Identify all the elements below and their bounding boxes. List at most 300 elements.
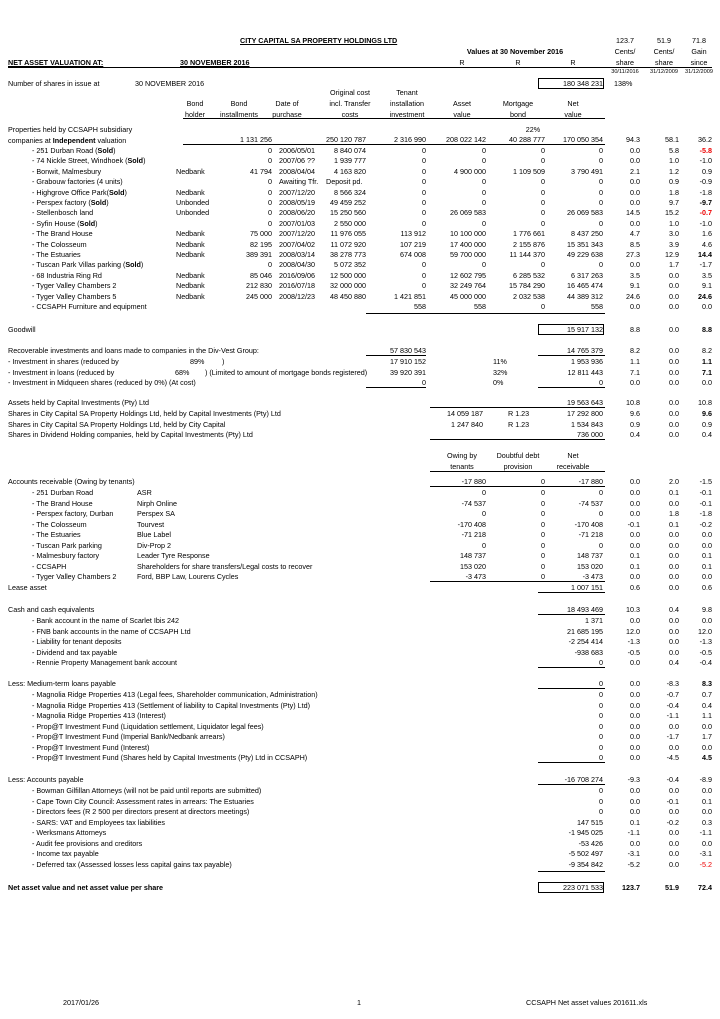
asset-value: 558 — [474, 302, 486, 311]
name-part: - 74 Nickle Street, Windhoek ( — [32, 156, 128, 166]
per-share-current: 0.1 — [630, 817, 640, 827]
per-share-2009: 0.0 — [669, 786, 679, 795]
property-col-header: investment — [389, 110, 425, 119]
per-share-2009: -0.4 — [666, 700, 679, 710]
per-share-2009: 1.0 — [669, 218, 679, 228]
per-share-current: -1.1 — [627, 828, 640, 837]
per-share-2009: 2.0 — [669, 477, 679, 486]
per-share-2009: 0.1 — [669, 519, 679, 529]
name-part: ) — [124, 187, 127, 197]
recoverable-close: ) — [222, 357, 225, 366]
tenant-investment: 0 — [422, 198, 426, 207]
property-col-header: incl. Transfer — [329, 99, 371, 108]
property-col-header: Asset — [453, 99, 471, 108]
property-col-header: Bond — [186, 99, 204, 108]
name-part: - Tyger Valley Chambers 2 — [32, 281, 117, 291]
per-share-gain: 0.0 — [702, 616, 712, 625]
cash-net: -2 254 414 — [568, 637, 603, 646]
per-share-2009: 0.0 — [669, 561, 679, 571]
per-share-gain: -0.7 — [699, 208, 712, 218]
per-share-2009: 0.0 — [669, 325, 679, 334]
property-name — [32, 282, 116, 289]
purchase-date: 2008/03/14 — [279, 250, 315, 259]
payable-net: 0 — [599, 786, 603, 795]
original-cost: 11 072 920 — [330, 239, 366, 249]
label-part: valuation — [95, 136, 127, 145]
original-cost: 49 459 252 — [330, 198, 366, 207]
assets-held-net: 736 000 — [577, 430, 603, 439]
receivable-tenant: Ford, BBP Law, Lourens Cycles — [137, 572, 239, 581]
receivable-tenant: Tourvest — [137, 519, 165, 529]
purchase-date: 2008/05/19 — [279, 198, 315, 207]
receivable-value: -74 537 — [461, 498, 486, 508]
per-share-gain: -1.8 — [699, 187, 712, 197]
purchase-date: 2016/07/18 — [279, 281, 315, 291]
payable-net: -1 945 025 — [568, 828, 603, 837]
rule-line — [538, 592, 605, 593]
per-share-current: 2.1 — [630, 166, 640, 176]
per-share-current: -1.3 — [627, 637, 640, 646]
share-price: R 1.23 — [508, 409, 530, 418]
per-share-gain: -0.1 — [699, 498, 712, 508]
cash-net: 18 493 469 — [567, 605, 603, 614]
property-name — [32, 220, 98, 227]
per-share-header: since — [690, 58, 708, 67]
receivables-label: Accounts receivable (Owing by tenants) — [8, 477, 135, 486]
property-name — [32, 147, 116, 154]
asset-value: 0 — [482, 156, 486, 166]
per-share-current: 0.1 — [630, 551, 640, 560]
per-share-gain: 0.0 — [702, 721, 712, 731]
per-share-gain: -5.8 — [699, 146, 712, 155]
purchase-date: 2008/06/20 — [279, 208, 315, 218]
per-share-current: 0.0 — [630, 530, 640, 539]
recoverable-item: - Investment in Midqueen shares (reduced by 0%) (At cost) — [8, 378, 196, 387]
purchase-date: 2016/09/06 — [279, 270, 315, 280]
per-share-2009: 0.0 — [669, 721, 679, 731]
recoverable-col: 39 920 391 — [390, 367, 426, 377]
per-share-gain: 24.6 — [698, 291, 712, 301]
per-share-gain: 8.3 — [702, 679, 712, 688]
total-net: 223 071 533 — [563, 883, 603, 892]
property-name — [32, 261, 143, 268]
name-part: ) — [95, 218, 98, 228]
footer-page: 1 — [357, 998, 361, 1007]
assets-held-net: 17 292 800 — [567, 409, 603, 418]
per-share-gain: 8.2 — [702, 346, 712, 355]
tenant-investment: 0 — [422, 208, 426, 218]
name-part: ) — [140, 260, 144, 270]
per-share-header: share — [655, 58, 673, 67]
per-share-2009: -8.3 — [666, 679, 679, 688]
per-share-gain: -0.2 — [699, 519, 712, 529]
per-share-gain: -1.0 — [699, 218, 712, 228]
per-share-gain: 0.4 — [702, 700, 712, 710]
per-share-current: -0.5 — [627, 647, 640, 657]
original-cost: 48 450 880 — [330, 291, 366, 301]
per-share-current: 0.0 — [630, 146, 640, 155]
original-cost: 15 250 560 — [330, 208, 366, 218]
receivable-tenant: Perspex SA — [137, 509, 175, 518]
receivable-col-header: Owing by — [447, 451, 477, 460]
asset-value: 4 900 000 — [454, 166, 486, 176]
bond-holder: Unbonded — [176, 208, 210, 218]
per-share-gain: 0.1 — [702, 551, 712, 560]
bond-installments: 212 830 — [246, 281, 272, 291]
per-share-current: 4.7 — [630, 229, 640, 239]
per-share-current: 0.0 — [630, 616, 640, 625]
name-part: - 251 Durban Road ( — [32, 146, 98, 155]
property-name — [32, 157, 145, 164]
per-share-date: 30/11/2016 — [611, 69, 639, 75]
per-share-current: 0.0 — [630, 572, 640, 581]
per-share-2009: 0.0 — [669, 367, 679, 377]
asset-value: 10 100 000 — [450, 229, 486, 239]
per-share-gain: 1.6 — [702, 229, 712, 239]
asset-value: 0 — [482, 177, 486, 187]
receivable-value: 0 — [541, 540, 545, 550]
payable-item: - Werksmans Attorneys — [32, 828, 107, 837]
name-part: - Perspex factory ( — [32, 198, 91, 207]
rule-line — [430, 407, 605, 408]
per-share-current: 0.0 — [630, 540, 640, 550]
per-share-current: 0.0 — [630, 498, 640, 508]
per-share-2009: 1.8 — [669, 509, 679, 518]
mortgage-bond: 0 — [541, 218, 545, 228]
per-share-2009: 0.0 — [669, 398, 679, 407]
property-name — [32, 241, 87, 248]
name-part: Sold — [127, 156, 144, 166]
per-share-current: 0.0 — [630, 658, 640, 667]
recoverable-net: 1 953 936 — [571, 357, 603, 366]
cash-net: 1 371 — [585, 616, 603, 625]
shares-pct: 138% — [614, 79, 633, 88]
per-share-gain: 9.8 — [702, 605, 712, 614]
per-share-header: Cents/ — [614, 47, 636, 56]
name-part: - CCSAPH Furniture and equipment — [32, 302, 147, 311]
net-value: 0 — [599, 218, 603, 228]
receivable-value: 0 — [541, 498, 545, 508]
purchase-date: 2008/04/04 — [279, 166, 315, 176]
per-share-current: 0.0 — [630, 156, 640, 166]
rule-line — [366, 313, 605, 314]
name-part: Sold — [108, 187, 125, 197]
bond-installments: 0 — [268, 260, 272, 270]
per-share-current: 0.0 — [630, 187, 640, 197]
lease-net: 1 007 151 — [571, 583, 603, 592]
property-col-header: installation — [390, 99, 424, 108]
properties-label-2 — [8, 137, 126, 144]
original-cost: 8 840 074 — [334, 146, 366, 155]
share-qty: 14 059 187 — [447, 409, 483, 418]
name-part: - The Colosseum — [32, 239, 87, 249]
bond-installments: 0 — [268, 177, 272, 187]
net-value: 558 — [591, 302, 603, 311]
payable-item: - Cape Town City Council: Assessment rates in arrears: The Estuaries — [32, 796, 254, 806]
asset-value: 32 249 764 — [450, 281, 486, 291]
name-part: - Grabouw factories (4 units) — [32, 177, 123, 187]
receivable-value: 0 — [599, 509, 603, 518]
rule-line — [538, 688, 605, 689]
currency-col-3: R — [570, 58, 576, 67]
recoverable-close: ) (Limited to amount of mortgage bonds registered) — [205, 367, 368, 377]
bond-holder: Nedbank — [176, 166, 205, 176]
per-share-2009: 0.1 — [669, 488, 679, 497]
name-part: - Bonwit, Malmesbury — [32, 166, 102, 176]
loan-item: - Magnolia Ridge Properties 413 (Interest) — [32, 711, 166, 720]
cash-net: 21 685 195 — [567, 626, 603, 636]
asset-value: 0 — [482, 218, 486, 228]
receivable-value: 0 — [541, 551, 545, 560]
per-share-current: 8.8 — [630, 325, 640, 334]
per-share-gain: 0.0 — [702, 572, 712, 581]
per-share-header: Cents/ — [653, 47, 675, 56]
receivable-value: 0 — [541, 488, 545, 497]
per-share-header: share — [616, 58, 634, 67]
loan-net: 0 — [599, 721, 603, 731]
per-share-2009: 0.0 — [669, 572, 679, 581]
per-share-2009: 0.0 — [669, 807, 679, 816]
page-title: CITY CAPITAL SA PROPERTY HOLDINGS LTD — [240, 36, 398, 45]
currency-col-1: R — [459, 58, 465, 67]
per-share-gain: -1.5 — [699, 477, 712, 486]
per-share-current: 0.0 — [630, 509, 640, 518]
per-share-gain: -9.7 — [699, 198, 712, 207]
receivable-value: -3 473 — [465, 572, 486, 581]
receivable-property: - Malmesbury factory — [32, 551, 100, 560]
bond-installments: 245 000 — [246, 291, 272, 301]
loan-item: - Magnolia Ridge Properties 413 (Settlement of liability to Capital Investments (Pty) Ltd) — [32, 700, 311, 710]
tenant-investment: 0 — [422, 166, 426, 176]
per-share-current: 8.2 — [630, 346, 640, 355]
rule-line — [538, 614, 605, 615]
per-share-current: 0.1 — [630, 561, 640, 571]
loan-net: 0 — [599, 732, 603, 741]
per-share-gain: 0.0 — [702, 302, 712, 311]
per-share-2009: 9.7 — [669, 198, 679, 207]
per-share-gain: 0.4 — [702, 430, 712, 439]
recoverable-net: 0 — [599, 378, 603, 387]
per-share-gain: 9.1 — [702, 281, 712, 291]
per-share-current: 0.0 — [630, 679, 640, 688]
bond-installments: 0 — [268, 198, 272, 207]
rule-line — [183, 118, 605, 119]
per-share-2009: 5.8 — [669, 146, 679, 155]
receivable-value: -71 218 — [461, 530, 486, 539]
original-cost: 8 566 324 — [334, 187, 366, 197]
per-share-gain: 3.5 — [702, 270, 712, 280]
tenant-investment: 1 421 851 — [394, 291, 426, 301]
nav-date: 30 NOVEMBER 2016 — [180, 58, 250, 67]
rule-line — [538, 667, 605, 668]
property-name — [32, 251, 81, 258]
properties-total: 58.1 — [665, 135, 679, 144]
per-share-current: 0.0 — [630, 198, 640, 207]
recoverable-pct: 68% — [175, 367, 190, 377]
per-share-gain: 9.6 — [702, 409, 712, 418]
properties-label: Properties held by CCSAPH subsidiary — [8, 125, 133, 134]
per-share-header: 51.9 — [657, 36, 671, 45]
receivable-property: - The Estuaries — [32, 530, 81, 539]
name-part: - Highgrove Office Park( — [32, 187, 109, 197]
mortgage-bond: 0 — [541, 146, 545, 155]
loan-item: - Prop@T Investment Fund (Imperial Bank/Nedbank arrears) — [32, 732, 225, 741]
currency-col-2: R — [515, 58, 521, 67]
payable-item: - Income tax payable — [32, 849, 99, 858]
per-share-gain: 1.7 — [702, 732, 712, 741]
per-share-current: -9.3 — [627, 775, 640, 784]
name-part: ) — [143, 156, 146, 166]
purchase-date: 2007/06 ?? — [279, 156, 315, 166]
receivable-value: 0 — [482, 509, 486, 518]
payable-item: - Directors fees (R 2 500 per directors present at directors meetings) — [32, 807, 250, 816]
cash-item: - FNB bank accounts in the name of CCSAPH Ltd — [32, 626, 191, 636]
receivable-value: 148 737 — [577, 551, 603, 560]
per-share-current: 9.6 — [630, 409, 640, 418]
per-share-2009: 0.0 — [669, 270, 679, 280]
receivable-value: 0 — [541, 561, 545, 571]
per-share-current: 14.5 — [626, 208, 640, 218]
bond-holder: Nedbank — [176, 270, 205, 280]
per-share-current: 0.0 — [630, 260, 640, 270]
payable-item: - Deferred tax (Assessed losses less capital gains tax payable) — [32, 859, 232, 869]
loan-item: - Prop@T Investment Fund (Shares held by Capital Investments (Pty) Ltd in CCSAPH) — [32, 753, 308, 762]
property-name — [32, 168, 101, 175]
net-value: 0 — [599, 187, 603, 197]
original-cost: 1 939 777 — [334, 156, 366, 166]
receivable-value: -74 537 — [578, 498, 603, 508]
bond-installments: 389 391 — [246, 250, 272, 259]
shares-date: 30 NOVEMBER 2016 — [135, 79, 205, 88]
assets-held-item: Shares in City Capital SA Property Holdings Ltd, held by City Capital — [8, 419, 226, 429]
cash-net: -938 683 — [574, 647, 603, 657]
recoverable-label: Recoverable investments and loans made to companies in the Div-Vest Group: — [8, 346, 259, 355]
tenant-investment: 0 — [422, 146, 426, 155]
receivable-value: -71 218 — [578, 530, 603, 539]
rule-line — [430, 471, 605, 472]
cash-item: - Rennie Property Management bank account — [32, 658, 178, 667]
asset-value: 0 — [482, 198, 486, 207]
receivable-col-header: Net — [567, 451, 579, 460]
per-share-current: 8.5 — [630, 239, 640, 249]
rule-line — [366, 387, 426, 388]
net-value: 0 — [599, 156, 603, 166]
receivable-value: 0 — [599, 540, 603, 550]
recoverable-net: 12 811 443 — [567, 367, 603, 377]
name-part: ) — [113, 146, 116, 155]
assets-held-item: Shares in City Capital SA Property Holdings Ltd, held by Capital Investments (Pty) Ltd — [8, 409, 281, 418]
net-value: 16 465 474 — [567, 281, 603, 291]
recoverable-rate: 0% — [493, 378, 504, 387]
payable-item: - SARS: VAT and Employees tax liabilities — [32, 817, 166, 827]
property-name — [32, 272, 102, 279]
per-share-2009: 0.0 — [669, 430, 679, 439]
property-col-header: Original cost — [330, 88, 370, 97]
per-share-current: 0.4 — [630, 430, 640, 439]
loan-item: - Magnolia Ridge Properties 413 (Legal fees, Shareholder communication, Administration) — [32, 690, 318, 699]
loan-net: 0 — [599, 742, 603, 752]
property-col-header: value — [564, 110, 582, 119]
per-share-gain: 0.1 — [702, 561, 712, 571]
bond-holder: Nedbank — [176, 291, 205, 301]
property-col-header: Date of — [275, 99, 299, 108]
per-share-2009: 12.9 — [665, 250, 679, 259]
rule-line — [8, 67, 712, 68]
name-part: Sold — [90, 198, 107, 207]
rule-line — [183, 144, 605, 145]
recoverable-col: 17 910 152 — [390, 357, 426, 366]
goodwill-net: 15 917 132 — [567, 325, 603, 334]
per-share-2009: 0.0 — [669, 849, 679, 858]
rule-line — [430, 439, 605, 440]
mortgage-bond: 0 — [541, 198, 545, 207]
per-share-2009: 0.0 — [669, 302, 679, 311]
values-at-label: Values at 30 November 2016 — [466, 47, 564, 56]
bond-holder: Unbonded — [176, 198, 210, 207]
net-value: 49 229 638 — [567, 250, 603, 259]
per-share-2009: -0.2 — [666, 817, 679, 827]
purchase-date: 2008/12/23 — [279, 291, 315, 301]
payables-label: Less: Accounts payable — [8, 775, 84, 784]
tenant-investment: 0 — [422, 270, 426, 280]
per-share-2009: 51.9 — [665, 883, 679, 892]
original-cost: 12 500 000 — [330, 270, 366, 280]
name-part: Sold — [97, 146, 114, 155]
net-value: 0 — [599, 198, 603, 207]
per-share-gain: 0.1 — [702, 796, 712, 806]
rule-line — [366, 355, 426, 356]
receivable-property: - Tuscan Park parking — [32, 540, 102, 550]
rule-line — [538, 387, 605, 388]
net-value: 0 — [599, 177, 603, 187]
name-part: - The Estuaries — [32, 250, 81, 259]
per-share-current: 7.1 — [630, 367, 640, 377]
assets-held-net: 19 563 643 — [567, 398, 603, 407]
per-share-2009: 15.2 — [665, 208, 679, 218]
loan-item: - Prop@T Investment Fund (Interest) — [32, 742, 150, 752]
name-part: - 68 Industria Ring Rd — [32, 270, 102, 280]
receivable-value: -17 880 — [578, 477, 603, 486]
property-name — [32, 209, 93, 216]
asset-value: 0 — [482, 187, 486, 197]
receivable-value: 148 737 — [460, 551, 486, 560]
rule-line — [538, 784, 605, 785]
per-share-current: 24.6 — [626, 291, 640, 301]
bond-holder: Nedbank — [176, 229, 205, 239]
per-share-gain: 7.1 — [702, 367, 712, 377]
per-share-gain: 4.5 — [702, 753, 712, 762]
name-part: ) — [106, 198, 109, 207]
name-part: - The Brand House — [32, 229, 93, 239]
per-share-2009: 0.0 — [669, 540, 679, 550]
mortgage-bond: 0 — [541, 177, 545, 187]
purchase-date: 2007/12/20 — [279, 229, 315, 239]
property-col-header: value — [453, 110, 471, 119]
per-share-gain: 0.9 — [702, 419, 712, 429]
bond-installments: 0 — [268, 218, 272, 228]
per-share-gain: -1.8 — [699, 509, 712, 518]
per-share-gain: 0.0 — [702, 786, 712, 795]
payable-net: -5 502 497 — [568, 849, 603, 858]
per-share-current: 3.5 — [630, 270, 640, 280]
payables-net: -16 708 274 — [564, 775, 603, 784]
receivable-value: 0 — [541, 477, 545, 486]
property-name — [32, 230, 93, 237]
payable-net: -9 354 842 — [568, 859, 603, 869]
per-share-gain: 0.7 — [702, 690, 712, 699]
per-share-gain: 72.4 — [698, 883, 712, 892]
per-share-current: -0.1 — [627, 519, 640, 529]
